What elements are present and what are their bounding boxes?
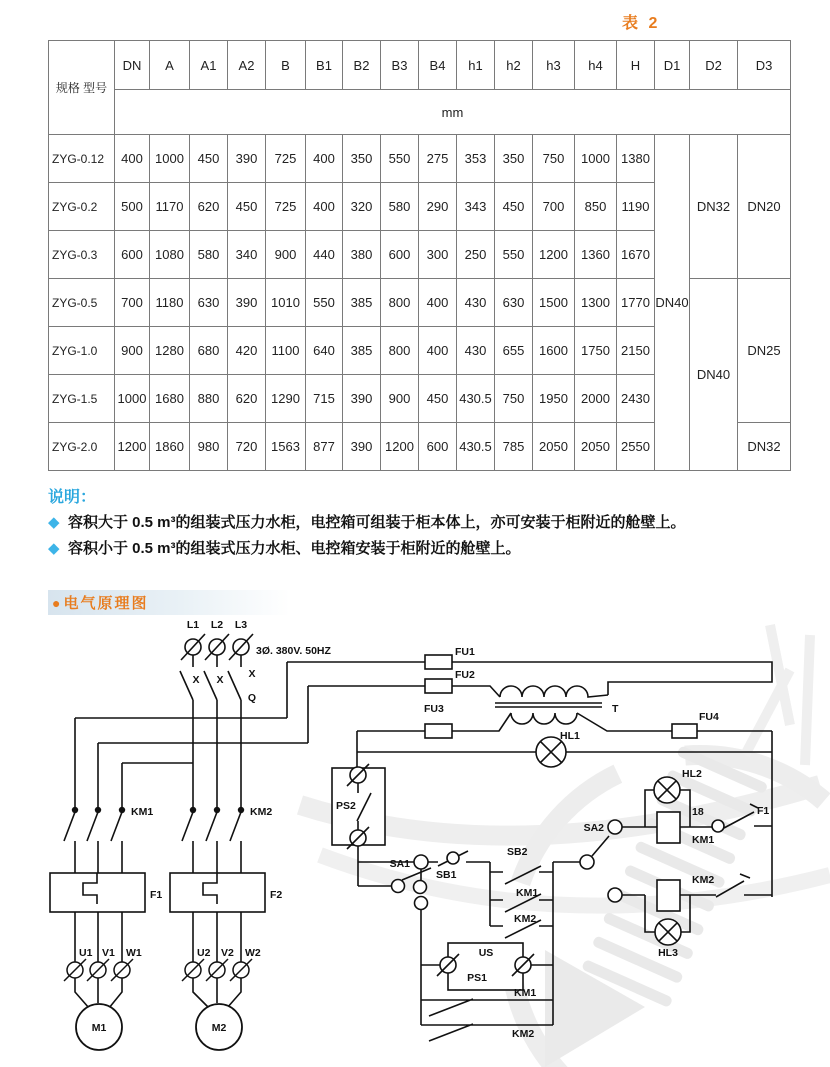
spec-table — [48, 40, 791, 471]
value-cell: 450 — [419, 375, 457, 423]
label-hl3: HL3 — [658, 947, 678, 959]
column-header: D3 — [738, 41, 791, 90]
value-cell: 1563 — [266, 423, 306, 471]
value-cell: 700 — [533, 183, 575, 231]
label-us: US — [478, 947, 494, 959]
value-cell: 550 — [495, 231, 533, 279]
table-row — [49, 135, 791, 183]
unit-cell: mm — [115, 90, 791, 135]
column-header: B — [266, 41, 306, 90]
value-cell: 1200 — [381, 423, 419, 471]
label-ps1: PS1 — [467, 972, 487, 984]
section-header — [48, 590, 290, 615]
column-header: h1 — [457, 41, 495, 90]
motor-terminal-icons — [64, 959, 252, 981]
value-cell: 1200 — [115, 423, 150, 471]
section-title: 电气原理图 — [63, 595, 149, 612]
label-w2: W2 — [245, 947, 261, 959]
value-cell: 450 — [228, 183, 266, 231]
model-cell: ZYG-0.2 — [49, 183, 115, 231]
value-cell: 400 — [306, 183, 343, 231]
value-cell: 580 — [381, 183, 419, 231]
label-hl1: HL1 — [560, 730, 580, 742]
label-km2-aux: KM2 — [514, 913, 537, 925]
value-cell: 1080 — [150, 231, 190, 279]
notes-section — [48, 484, 790, 564]
value-cell: 350 — [495, 135, 533, 183]
dn-cell-d3: DN25 — [738, 279, 791, 423]
column-header: H — [617, 41, 655, 90]
value-cell: 1360 — [575, 231, 617, 279]
label-km1-aux: KM1 — [516, 887, 539, 899]
value-cell: 1170 — [150, 183, 190, 231]
note-text: 容积小于 0.5 m³的组装式压力水柜、电控箱安装于柜附近的舱壁上。 — [68, 540, 521, 558]
value-cell: 400 — [419, 327, 457, 375]
value-cell: 1000 — [150, 135, 190, 183]
lamp-hl2-icon — [654, 777, 680, 803]
dn-cell-d3: DN32 — [738, 423, 791, 471]
value-cell: 900 — [266, 231, 306, 279]
table-caption: 表 2 — [622, 15, 661, 32]
value-cell: 630 — [495, 279, 533, 327]
value-cell: 350 — [343, 135, 381, 183]
value-cell: 600 — [115, 231, 150, 279]
label-ps2: PS2 — [336, 800, 356, 812]
value-cell: 1100 — [266, 327, 306, 375]
label-fu2: FU2 — [455, 669, 475, 681]
value-cell: 580 — [190, 231, 228, 279]
label-u2: U2 — [197, 947, 211, 959]
lamp-hl3-icon — [655, 919, 681, 945]
dn-cell-d1: DN40 — [655, 135, 690, 471]
dn-cell-d2: DN40 — [690, 279, 738, 471]
km1-coil-icon — [657, 812, 680, 843]
notes-heading: 说明： — [48, 489, 97, 506]
dn-cell-d2: DN32 — [690, 135, 738, 279]
value-cell: 2550 — [617, 423, 655, 471]
note-text: 容积大于 0.5 m³的组装式压力水柜，电控箱可组装于柜本体上，亦可安装于柜附近的舱壁上。 — [68, 514, 686, 531]
value-cell: 430 — [457, 327, 495, 375]
label-km2-main: KM2 — [250, 806, 273, 818]
value-cell: 400 — [419, 279, 457, 327]
value-cell: 430.5 — [457, 375, 495, 423]
value-cell: 800 — [381, 279, 419, 327]
column-header: A2 — [228, 41, 266, 90]
value-cell: 1380 — [617, 135, 655, 183]
label-v1: V1 — [102, 947, 115, 959]
value-cell: 320 — [343, 183, 381, 231]
contact-dots — [72, 807, 244, 813]
km2-coil-icon — [657, 880, 680, 911]
transformer-icon — [495, 686, 608, 724]
note-item — [48, 511, 790, 534]
value-cell: 500 — [115, 183, 150, 231]
value-cell: 1300 — [575, 279, 617, 327]
label-km1-low: KM1 — [514, 987, 537, 999]
label-sb1: SB1 — [436, 869, 457, 881]
dn-cell-d3: DN20 — [738, 135, 791, 279]
label-l1: L1 — [186, 619, 200, 631]
label-hl2: HL2 — [682, 768, 702, 780]
value-cell: 1290 — [266, 375, 306, 423]
value-cell: 275 — [419, 135, 457, 183]
note-item — [48, 537, 790, 560]
label-v2: V2 — [221, 947, 234, 959]
value-cell: 450 — [190, 135, 228, 183]
column-header: B1 — [306, 41, 343, 90]
value-cell: 800 — [381, 327, 419, 375]
corner-header: 规格 型号 — [49, 41, 115, 135]
label-x3: X — [248, 668, 256, 680]
value-cell: 680 — [190, 327, 228, 375]
circuit-diagram — [0, 615, 830, 1067]
label-sa2: SA2 — [583, 822, 604, 834]
value-cell: 1860 — [150, 423, 190, 471]
value-cell: 655 — [495, 327, 533, 375]
label-km1-main: KM1 — [131, 806, 154, 818]
value-cell: 850 — [575, 183, 617, 231]
value-cell: 877 — [306, 423, 343, 471]
value-cell: 385 — [343, 327, 381, 375]
value-cell: 385 — [343, 279, 381, 327]
label-18: 18 — [692, 806, 704, 818]
label-t: T — [612, 703, 619, 715]
value-cell: 390 — [343, 423, 381, 471]
value-cell: 1000 — [115, 375, 150, 423]
column-header: h4 — [575, 41, 617, 90]
value-cell: 550 — [381, 135, 419, 183]
value-cell: 1190 — [617, 183, 655, 231]
value-cell: 1200 — [533, 231, 575, 279]
column-header: B4 — [419, 41, 457, 90]
value-cell: 340 — [228, 231, 266, 279]
diamond-bullet-icon: ◆ — [48, 514, 60, 531]
column-header: h3 — [533, 41, 575, 90]
value-cell: 440 — [306, 231, 343, 279]
value-cell: 2050 — [533, 423, 575, 471]
label-m2: M2 — [211, 1022, 227, 1034]
value-cell: 750 — [533, 135, 575, 183]
label-sa1: SA1 — [389, 858, 410, 870]
label-w1: W1 — [126, 947, 142, 959]
label-f2: F2 — [270, 889, 283, 901]
model-cell: ZYG-2.0 — [49, 423, 115, 471]
value-cell: 640 — [306, 327, 343, 375]
label-sb2: SB2 — [507, 846, 528, 858]
label-km1-coil: KM1 — [692, 834, 715, 846]
value-cell: 450 — [495, 183, 533, 231]
value-cell: 343 — [457, 183, 495, 231]
value-cell: 630 — [190, 279, 228, 327]
value-cell: 550 — [306, 279, 343, 327]
value-cell: 400 — [306, 135, 343, 183]
value-cell: 725 — [266, 135, 306, 183]
value-cell: 400 — [115, 135, 150, 183]
value-cell: 715 — [306, 375, 343, 423]
label-x1: X — [192, 674, 200, 686]
value-cell: 980 — [190, 423, 228, 471]
unit-row — [49, 90, 791, 135]
value-cell: 1950 — [533, 375, 575, 423]
value-cell: 430 — [457, 279, 495, 327]
value-cell: 720 — [228, 423, 266, 471]
value-cell: 390 — [228, 135, 266, 183]
label-u1: U1 — [79, 947, 93, 959]
value-cell: 250 — [457, 231, 495, 279]
value-cell: 290 — [419, 183, 457, 231]
model-cell: ZYG-0.3 — [49, 231, 115, 279]
value-cell: 2430 — [617, 375, 655, 423]
label-x2: X — [216, 674, 224, 686]
label-f1: F1 — [150, 889, 163, 901]
value-cell: 390 — [343, 375, 381, 423]
section-dot-icon: ● — [52, 594, 61, 611]
label-km2-low: KM2 — [512, 1028, 535, 1040]
value-cell: 750 — [495, 375, 533, 423]
value-cell: 1500 — [533, 279, 575, 327]
value-cell: 1280 — [150, 327, 190, 375]
header-row — [49, 41, 791, 90]
value-cell: 1180 — [150, 279, 190, 327]
value-cell: 1000 — [575, 135, 617, 183]
label-fu4: FU4 — [699, 711, 719, 723]
value-cell: 620 — [190, 183, 228, 231]
label-m1: M1 — [91, 1022, 107, 1034]
label-l3: L3 — [234, 619, 248, 631]
column-header: D2 — [690, 41, 738, 90]
column-header: DN — [115, 41, 150, 90]
label-fu3: FU3 — [424, 703, 444, 715]
value-cell: 300 — [419, 231, 457, 279]
value-cell: 700 — [115, 279, 150, 327]
value-cell: 2050 — [575, 423, 617, 471]
label-supply: 3Ø. 380V. 50HZ — [256, 645, 331, 657]
label-km2-coil: KM2 — [692, 874, 715, 886]
model-cell: ZYG-0.12 — [49, 135, 115, 183]
value-cell: 430.5 — [457, 423, 495, 471]
value-cell: 1770 — [617, 279, 655, 327]
label-q: Q — [247, 692, 257, 704]
model-cell: ZYG-1.5 — [49, 375, 115, 423]
value-cell: 600 — [381, 231, 419, 279]
power-wiring — [64, 655, 308, 1008]
label-l2: L2 — [210, 619, 224, 631]
value-cell: 785 — [495, 423, 533, 471]
value-cell: 1010 — [266, 279, 306, 327]
value-cell: 2000 — [575, 375, 617, 423]
value-cell: 2150 — [617, 327, 655, 375]
value-cell: 1750 — [575, 327, 617, 375]
column-header: B2 — [343, 41, 381, 90]
value-cell: 1680 — [150, 375, 190, 423]
column-header: B3 — [381, 41, 419, 90]
column-header: D1 — [655, 41, 690, 90]
label-f1-nc: F1 — [757, 805, 770, 817]
value-cell: 1600 — [533, 327, 575, 375]
value-cell: 380 — [343, 231, 381, 279]
value-cell: 1670 — [617, 231, 655, 279]
model-cell: ZYG-1.0 — [49, 327, 115, 375]
value-cell: 620 — [228, 375, 266, 423]
column-header: A — [150, 41, 190, 90]
value-cell: 390 — [228, 279, 266, 327]
diamond-bullet-icon: ◆ — [48, 540, 60, 558]
column-header: h2 — [495, 41, 533, 90]
value-cell: 900 — [381, 375, 419, 423]
value-cell: 880 — [190, 375, 228, 423]
value-cell: 600 — [419, 423, 457, 471]
value-cell: 900 — [115, 327, 150, 375]
model-cell: ZYG-0.5 — [49, 279, 115, 327]
column-header: A1 — [190, 41, 228, 90]
label-fu1: FU1 — [455, 646, 475, 658]
value-cell: 353 — [457, 135, 495, 183]
value-cell: 420 — [228, 327, 266, 375]
value-cell: 725 — [266, 183, 306, 231]
